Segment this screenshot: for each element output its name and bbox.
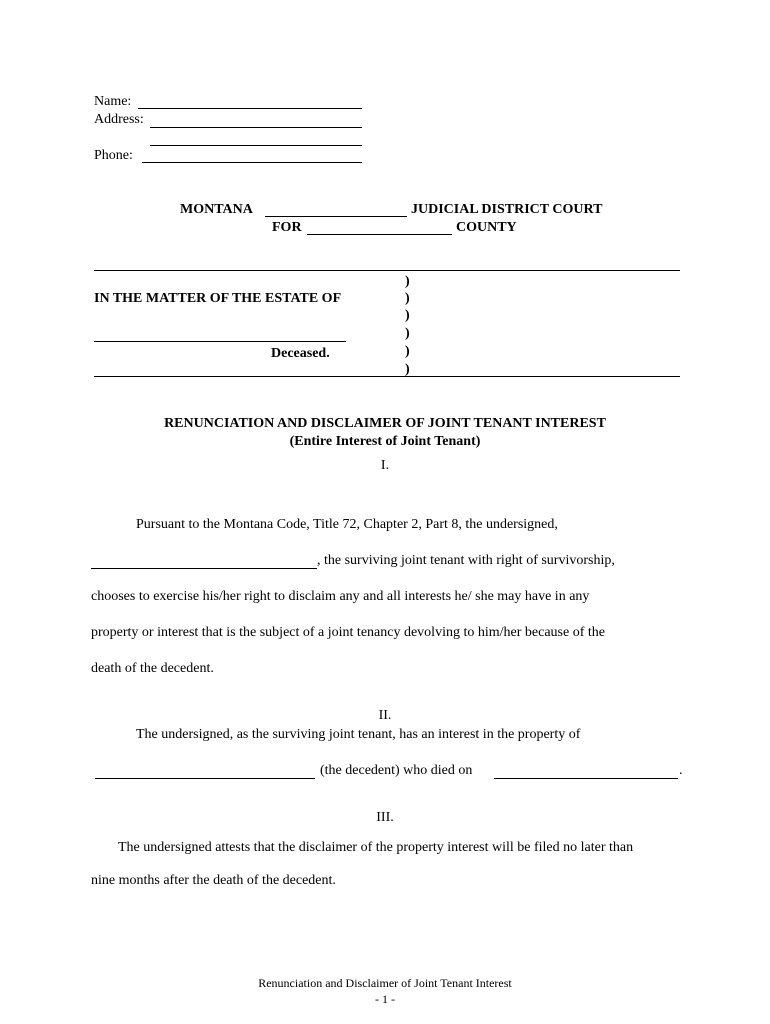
section-1-numeral: I. xyxy=(380,458,390,473)
section-2-line-2-end: . xyxy=(679,763,683,778)
phone-field[interactable] xyxy=(142,162,362,163)
address-field-2[interactable] xyxy=(150,145,362,146)
caption-top-rule xyxy=(94,270,680,271)
document-subtitle: (Entire Interest of Joint Tenant) xyxy=(289,434,481,449)
court-district: JUDICIAL DISTRICT COURT xyxy=(411,202,603,217)
decedent-name-field[interactable] xyxy=(94,341,346,342)
section-3-line-1: The undersigned attests that the disclaimer of the property interest will be filed no later than xyxy=(118,840,634,855)
name-field[interactable] xyxy=(138,108,362,109)
caption-paren: ) xyxy=(405,291,410,306)
page-number: - 1 - xyxy=(375,992,395,1006)
caption-paren: ) xyxy=(405,308,410,323)
district-number-field[interactable] xyxy=(265,216,407,217)
estate-matter-label: IN THE MATTER OF THE ESTATE OF xyxy=(94,291,342,306)
caption-paren: ) xyxy=(405,326,410,341)
section-3-numeral: III. xyxy=(376,810,394,825)
undersigned-name-field[interactable] xyxy=(91,568,317,569)
section-2-numeral: II. xyxy=(378,708,392,723)
address-label: Address: xyxy=(94,112,144,127)
court-state: MONTANA xyxy=(180,202,253,217)
deceased-label: Deceased. xyxy=(271,346,330,361)
court-for-label: FOR xyxy=(272,220,302,235)
section-1-line-3: chooses to exercise his/her right to disclaim any and all interests he/ she may have in any xyxy=(91,589,590,604)
section-1-line-1: Pursuant to the Montana Code, Title 72, Chapter 2, Part 8, the undersigned, xyxy=(136,517,558,532)
county-name-field[interactable] xyxy=(307,234,452,235)
caption-bottom-rule xyxy=(94,376,680,377)
date-of-death-field[interactable] xyxy=(494,778,678,779)
document-title: RENUNCIATION AND DISCLAIMER OF JOINT TENANT INTEREST xyxy=(164,416,606,431)
court-county: COUNTY xyxy=(456,220,517,235)
caption-paren: ) xyxy=(405,362,410,377)
section-3-line-2: nine months after the death of the decedent. xyxy=(91,873,336,888)
decedent-field[interactable] xyxy=(95,778,315,779)
section-2-line-1: The undersigned, as the surviving joint tenant, has an interest in the property of xyxy=(136,727,581,742)
caption-paren: ) xyxy=(405,344,410,359)
address-field-1[interactable] xyxy=(150,127,362,128)
caption-paren: ) xyxy=(405,274,410,289)
phone-label: Phone: xyxy=(94,148,133,163)
section-1-line-2: , the surviving joint tenant with right of survivorship, xyxy=(317,553,615,568)
section-1-line-4: property or interest that is the subject of a joint tenancy devolving to him/her because of the xyxy=(91,625,605,640)
section-2-line-2: (the decedent) who died on xyxy=(320,763,473,778)
name-label: Name: xyxy=(94,94,132,109)
footer-title: Renunciation and Disclaimer of Joint Tenant Interest xyxy=(258,976,512,990)
section-1-line-5: death of the decedent. xyxy=(91,661,214,676)
